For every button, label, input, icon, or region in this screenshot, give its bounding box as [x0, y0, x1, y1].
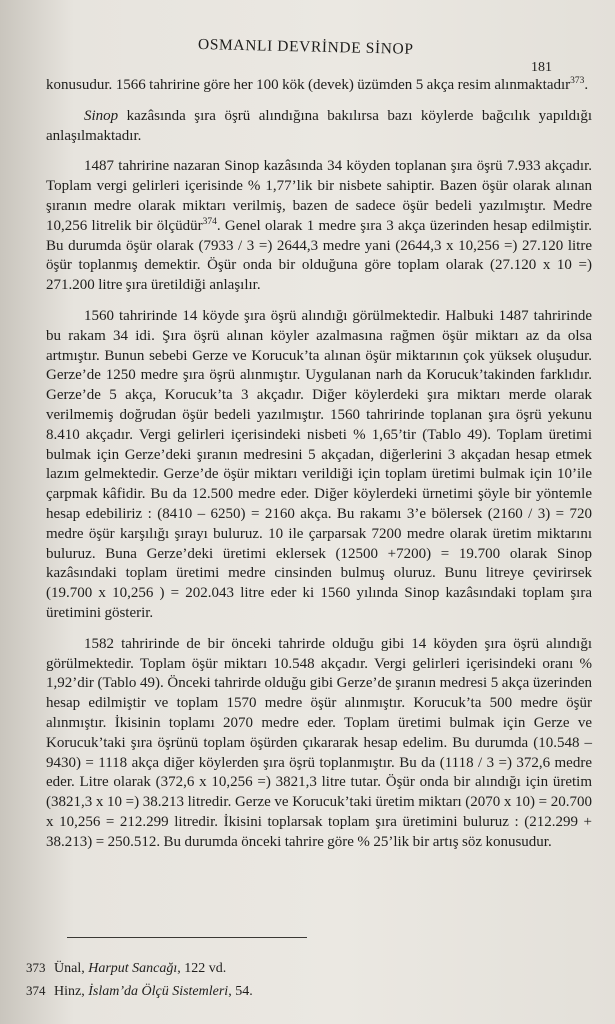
- paragraph-2: [46, 107, 592, 147]
- paragraph-3-text-a: 1487 tahririne nazaran Sinop kazâsında 34 köyden toplanan şıra öşrü 7.933 akçadır. Toplam vergi gelirleri içerisinde % 1,77’lik bir nisbete sahiptir. Bazen öşür olarak alınan şıranın medre olarak miktarı verilmiş, bazen de sadece öşür bedeli yazılmıştır. Medre 10,256 litrelik bir ölçüdür: [46, 158, 592, 234]
- paragraph-2-term: Sinop: [84, 107, 119, 124]
- footnote-divider: [67, 937, 307, 938]
- paragraph-4: 1560 tahririnde 14 köyde şıra öşrü alındığı görülmektedir. Halbuki 1487 tahririnde bu rakam 34 idi. Şıra öşrü alınan köyler azalmasına rağmen öşür miktarı az da olsa artmıştır. Bunun sebebi Gerze ve Korucuk’ta alınan öşür miktarının çok yüksek oluşudur. Gerze’de 1250 medre şıra öşrü alınmıştır. Uygulanan narh da Korucuk’takinden farklıdır. Gerze’de 5 akça, Korucuk’ta 3 akçadır. Diğer köylerdeki şıra miktarı merde olarak verilmemiş doğrudan öşür bedeli yazılmıştır. 1560 tahririnde toplanan şıra öşrü yekunu 8.410 akçadır. Vergi gelirleri içerisindeki nisbeti % 1,65’tir (Tablo 49). Toplam üretimi bulmak için Gerze’deki şıranın medresini 5 akçadan, diğerlerini 3 akçadan hesap etmek lazım gelmektedir. Gerze’de öşür miktarı verildiği için toplam üretimi bulmak için 10’ile çarpmak kâfidir. Bu da 12.500 medre eder. Diğer köylerdeki ürnetimi şöyle bir yöntemle hesap edebiliriz : (8410 – 6250) = 2160 akça. Bu rakamı 3’e bölersek (2160 / 3) = 720 medre öşür karşılığı şırayı buluruz. 10 ile çarparsak 7200 medre olarak üretim miktarını buluruz. Buna Gerze’deki üretimi eklersek (12500 +7200) = 19.700 olarak Sinop kazâsındaki toplam üretimi medre cinsinden bulmuş oluruz. Bunu litreye çevirirsek (19.700 x 10,256 ) = 202.043 litre eder ki 1560 yılında Sinop kazâsındaki toplam şıra üretimini gösterir.: [46, 307, 592, 621]
- footnote-373: [26, 957, 586, 980]
- footnote-ref-374: 374: [202, 216, 217, 227]
- footnote-374: [26, 980, 586, 1003]
- paragraph-3: [46, 157, 592, 296]
- paragraph-3-text-b: . Genel olarak 1 medre şıra 3 akça üzerinden hesap edilmiştir. Bu durumda öşür olarak (7933 / 3 =) 2644,3 medre yani (2644,3 x 10,256 =) 27.120 litre öşür toplanmış demektir. Öşür onda bir olduğuna göre toplam olarak (27.120 x 10 =) 271.200 litre şıra üretildiği anlaşılır.: [46, 217, 593, 294]
- footnotes: [26, 957, 586, 1003]
- footnote-number: 374: [26, 983, 46, 998]
- footnote-author: Hinz,: [54, 984, 89, 999]
- footnote-title: İslam’da Ölçü Sistemleri: [88, 984, 229, 999]
- body-text: [46, 76, 592, 863]
- page-header: [0, 28, 615, 78]
- running-title: OSMANLI DEVRİNDE SİNOP: [197, 36, 414, 58]
- paragraph-1-end: .: [584, 77, 589, 93]
- paragraph-1: [46, 76, 592, 96]
- footnote-rest: , 54.: [228, 984, 253, 999]
- footnote-ref-373: 373: [570, 76, 585, 86]
- paragraph-1-text: konusudur. 1566 tahririne göre her 100 kök (devek) üzümden 5 akça resim alınmaktadır: [46, 77, 571, 93]
- paragraph-2-text: kazâsında şıra öşrü alındığına bakılırsa bazı köylerde bağcılık yapıldığı anlaşılmaktadır.: [46, 107, 592, 144]
- footnote-number: 373: [26, 960, 46, 975]
- paragraph-5: 1582 tahririnde de bir önceki tahrirde olduğu gibi 14 köyden şıra öşrü alındığı görülmektedir. Toplam öşür miktarı 10.548 akçadır. Vergi gelirleri içerisindeki oranı % 1,92’dir (Tablo 49). Önceki tahrirde olduğu gibi Gerze’de şıranın medresi 5 akça üzerinden hesap edilmiştir ve toplam 1570 medre öşür alınmıştır. Korucuk’ta 500 medre öşür alınmıştır. İkisinin toplamı 2070 medre eder. Toplam üretimi bulmak için Gerze ve Korucuk’taki şıra öşrünü toplam öşürden çıkararak hesap edelim. Bu durumda (10.548 – 9430) = 1118 akça diğer köylerden şıra öşrü toplanmıştır. Bu da (1118 / 3 =) 372,6 medre eder. Litre olarak (372,6 x 10,256 =) 3821,3 litre tutar. Öşür onda bir alındığı için üretim (3821,3 x 10 =) 38.213 litredir. Gerze ve Korucuk’taki üretim miktarı (2070 x 10) = 20.700 x 10,256 = 212.299 litredir. İkisini toplarsak toplam şıra üretimini buluruz : (212.299 + 38.213) = 250.512. Bu durumda önceki tahrire göre % 25’lik bir artış söz konusudur.: [46, 635, 592, 850]
- footnote-author: Ünal,: [54, 961, 89, 976]
- footnote-rest: , 122 vd.: [177, 961, 227, 976]
- footnote-title: Harput Sancağı: [88, 961, 178, 976]
- page-number: 181: [531, 60, 552, 75]
